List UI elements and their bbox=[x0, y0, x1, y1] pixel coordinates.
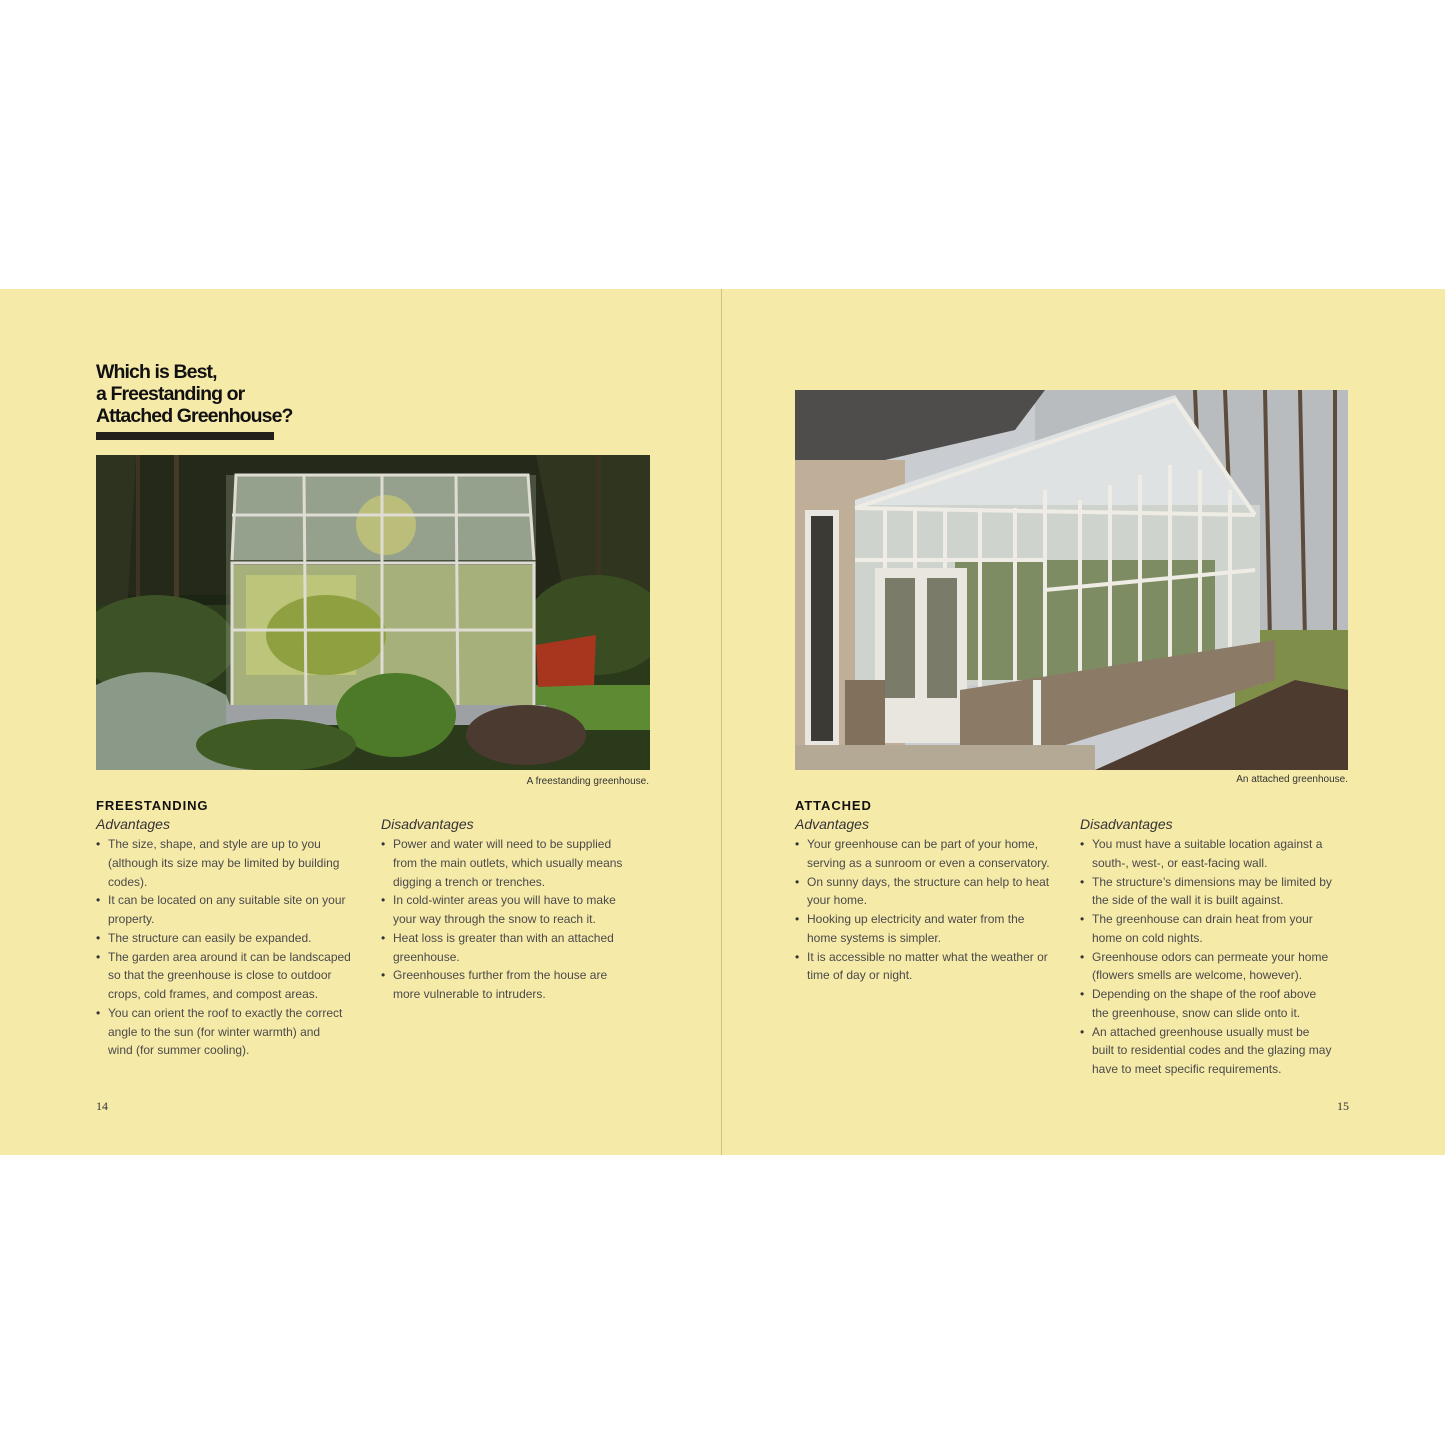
disadvantages-heading: Disadvantages bbox=[381, 816, 474, 832]
list-item-line: the side of the wall it is built against. bbox=[1092, 893, 1284, 908]
list-item-line: The structure’s dimensions may be limited by bbox=[1092, 874, 1332, 889]
freestanding-greenhouse-photo bbox=[96, 455, 650, 770]
list-item bbox=[96, 891, 368, 929]
list-item-line: greenhouse. bbox=[393, 949, 460, 964]
list-item-line: angle to the sun (for winter warmth) and bbox=[108, 1024, 321, 1039]
list-item bbox=[1080, 948, 1352, 986]
list-item-line: (although its size may be limited by building bbox=[108, 855, 340, 870]
title-line: Attached Greenhouse? bbox=[96, 405, 293, 427]
list-item bbox=[381, 891, 653, 929]
list-item bbox=[1080, 1023, 1352, 1079]
section-heading-freestanding: FREESTANDING bbox=[96, 798, 209, 813]
list-item bbox=[96, 835, 368, 891]
list-item-line: Power and water will need to be supplied bbox=[393, 837, 612, 851]
list-item-line: so that the greenhouse is close to outdoor bbox=[108, 968, 332, 983]
list-item-line: Greenhouses further from the house are bbox=[393, 968, 608, 983]
list-item-line: Hooking up electricity and water from the bbox=[807, 912, 1025, 926]
list-item-line: more vulnerable to intruders. bbox=[393, 987, 546, 1001]
freestanding-advantages bbox=[96, 815, 368, 1060]
list-item-line: The greenhouse can drain heat from your bbox=[1092, 912, 1313, 926]
list-item-line: south-, west-, or east-facing wall. bbox=[1092, 855, 1268, 870]
list-item-line: Greenhouse odors can permeate your home bbox=[1092, 949, 1329, 964]
list-item-line: It is accessible no matter what the weather or bbox=[807, 949, 1048, 964]
list-item-line: crops, cold frames, and compost areas. bbox=[108, 987, 319, 1001]
list-item-line: On sunny days, the structure can help to heat bbox=[807, 874, 1050, 889]
list-item-line: You must have a suitable location against a bbox=[1092, 837, 1323, 851]
title-rule bbox=[96, 432, 274, 440]
list-item bbox=[1080, 873, 1352, 911]
photo-caption: An attached greenhouse. bbox=[1236, 774, 1348, 785]
page-gutter bbox=[721, 289, 722, 1155]
book-spread bbox=[0, 289, 1445, 1155]
list-item-line: from the main outlets, which usually means bbox=[393, 855, 623, 870]
list-item bbox=[381, 966, 653, 1004]
list-item-line: home on cold nights. bbox=[1092, 930, 1203, 945]
list-item-line: In cold-winter areas you will have to make bbox=[393, 893, 616, 908]
list-item-line: (flowers smells are welcome, however). bbox=[1092, 968, 1303, 983]
list-item-line: digging a trench or trenches. bbox=[393, 874, 546, 889]
list-item bbox=[96, 929, 368, 948]
list-item bbox=[381, 929, 653, 967]
disadvantages-list bbox=[381, 835, 653, 1004]
list-item-line: wind (for summer cooling). bbox=[108, 1043, 250, 1058]
list-item-line: codes). bbox=[108, 874, 148, 889]
list-item bbox=[795, 948, 1067, 986]
list-item-line: The garden area around it can be landscaped bbox=[108, 949, 351, 964]
list-item-line: have to meet specific requirements. bbox=[1092, 1062, 1282, 1076]
advantages-list bbox=[795, 835, 1067, 985]
disadvantages-heading: Disadvantages bbox=[1080, 816, 1173, 832]
advantages-heading: Advantages bbox=[96, 816, 170, 832]
list-item bbox=[381, 835, 653, 891]
list-item-line: Heat loss is greater than with an attached bbox=[393, 930, 614, 945]
photo-caption: A freestanding greenhouse. bbox=[526, 776, 649, 787]
list-item bbox=[1080, 985, 1352, 1023]
list-item-line: Your greenhouse can be part of your home, bbox=[807, 837, 1039, 851]
list-item bbox=[795, 910, 1067, 948]
title-line: Which is Best, bbox=[96, 361, 217, 383]
list-item bbox=[795, 873, 1067, 911]
page-number: 15 bbox=[1337, 1099, 1349, 1113]
title-line: a Freestanding or bbox=[96, 383, 245, 405]
list-item-line: An attached greenhouse usually must be bbox=[1092, 1024, 1310, 1039]
list-item bbox=[795, 835, 1067, 873]
page-title bbox=[96, 361, 396, 427]
list-item-line: home systems is simpler. bbox=[807, 930, 942, 945]
list-item-line: serving as a sunroom or even a conservatory. bbox=[807, 855, 1050, 870]
section-heading-attached: ATTACHED bbox=[795, 798, 872, 813]
attached-disadvantages bbox=[1080, 815, 1352, 1079]
advantages-list bbox=[96, 835, 368, 1060]
advantages-heading: Advantages bbox=[795, 816, 869, 832]
list-item-line: time of day or night. bbox=[807, 968, 913, 983]
list-item bbox=[1080, 910, 1352, 948]
list-item bbox=[96, 1004, 368, 1060]
disadvantages-list bbox=[1080, 835, 1352, 1079]
list-item-line: The size, shape, and style are up to you bbox=[108, 837, 321, 851]
list-item-line: property. bbox=[108, 912, 155, 926]
list-item bbox=[1080, 835, 1352, 873]
list-item bbox=[96, 948, 368, 1004]
freestanding-disadvantages bbox=[381, 815, 653, 1004]
list-item-line: built to residential codes and the glazing may bbox=[1092, 1043, 1332, 1058]
page-number: 14 bbox=[96, 1099, 108, 1113]
list-item-line: Depending on the shape of the roof above bbox=[1092, 987, 1317, 1001]
attached-advantages bbox=[795, 815, 1067, 985]
list-item-line: The structure can easily be expanded. bbox=[108, 930, 312, 945]
list-item-line: the greenhouse, snow can slide onto it. bbox=[1092, 1005, 1301, 1020]
list-item-line: You can orient the roof to exactly the correct bbox=[108, 1005, 343, 1020]
list-item-line: your way through the snow to reach it. bbox=[393, 912, 596, 926]
list-item-line: It can be located on any suitable site on your bbox=[108, 893, 346, 908]
list-item-line: your home. bbox=[807, 893, 868, 908]
attached-greenhouse-photo bbox=[795, 390, 1348, 770]
